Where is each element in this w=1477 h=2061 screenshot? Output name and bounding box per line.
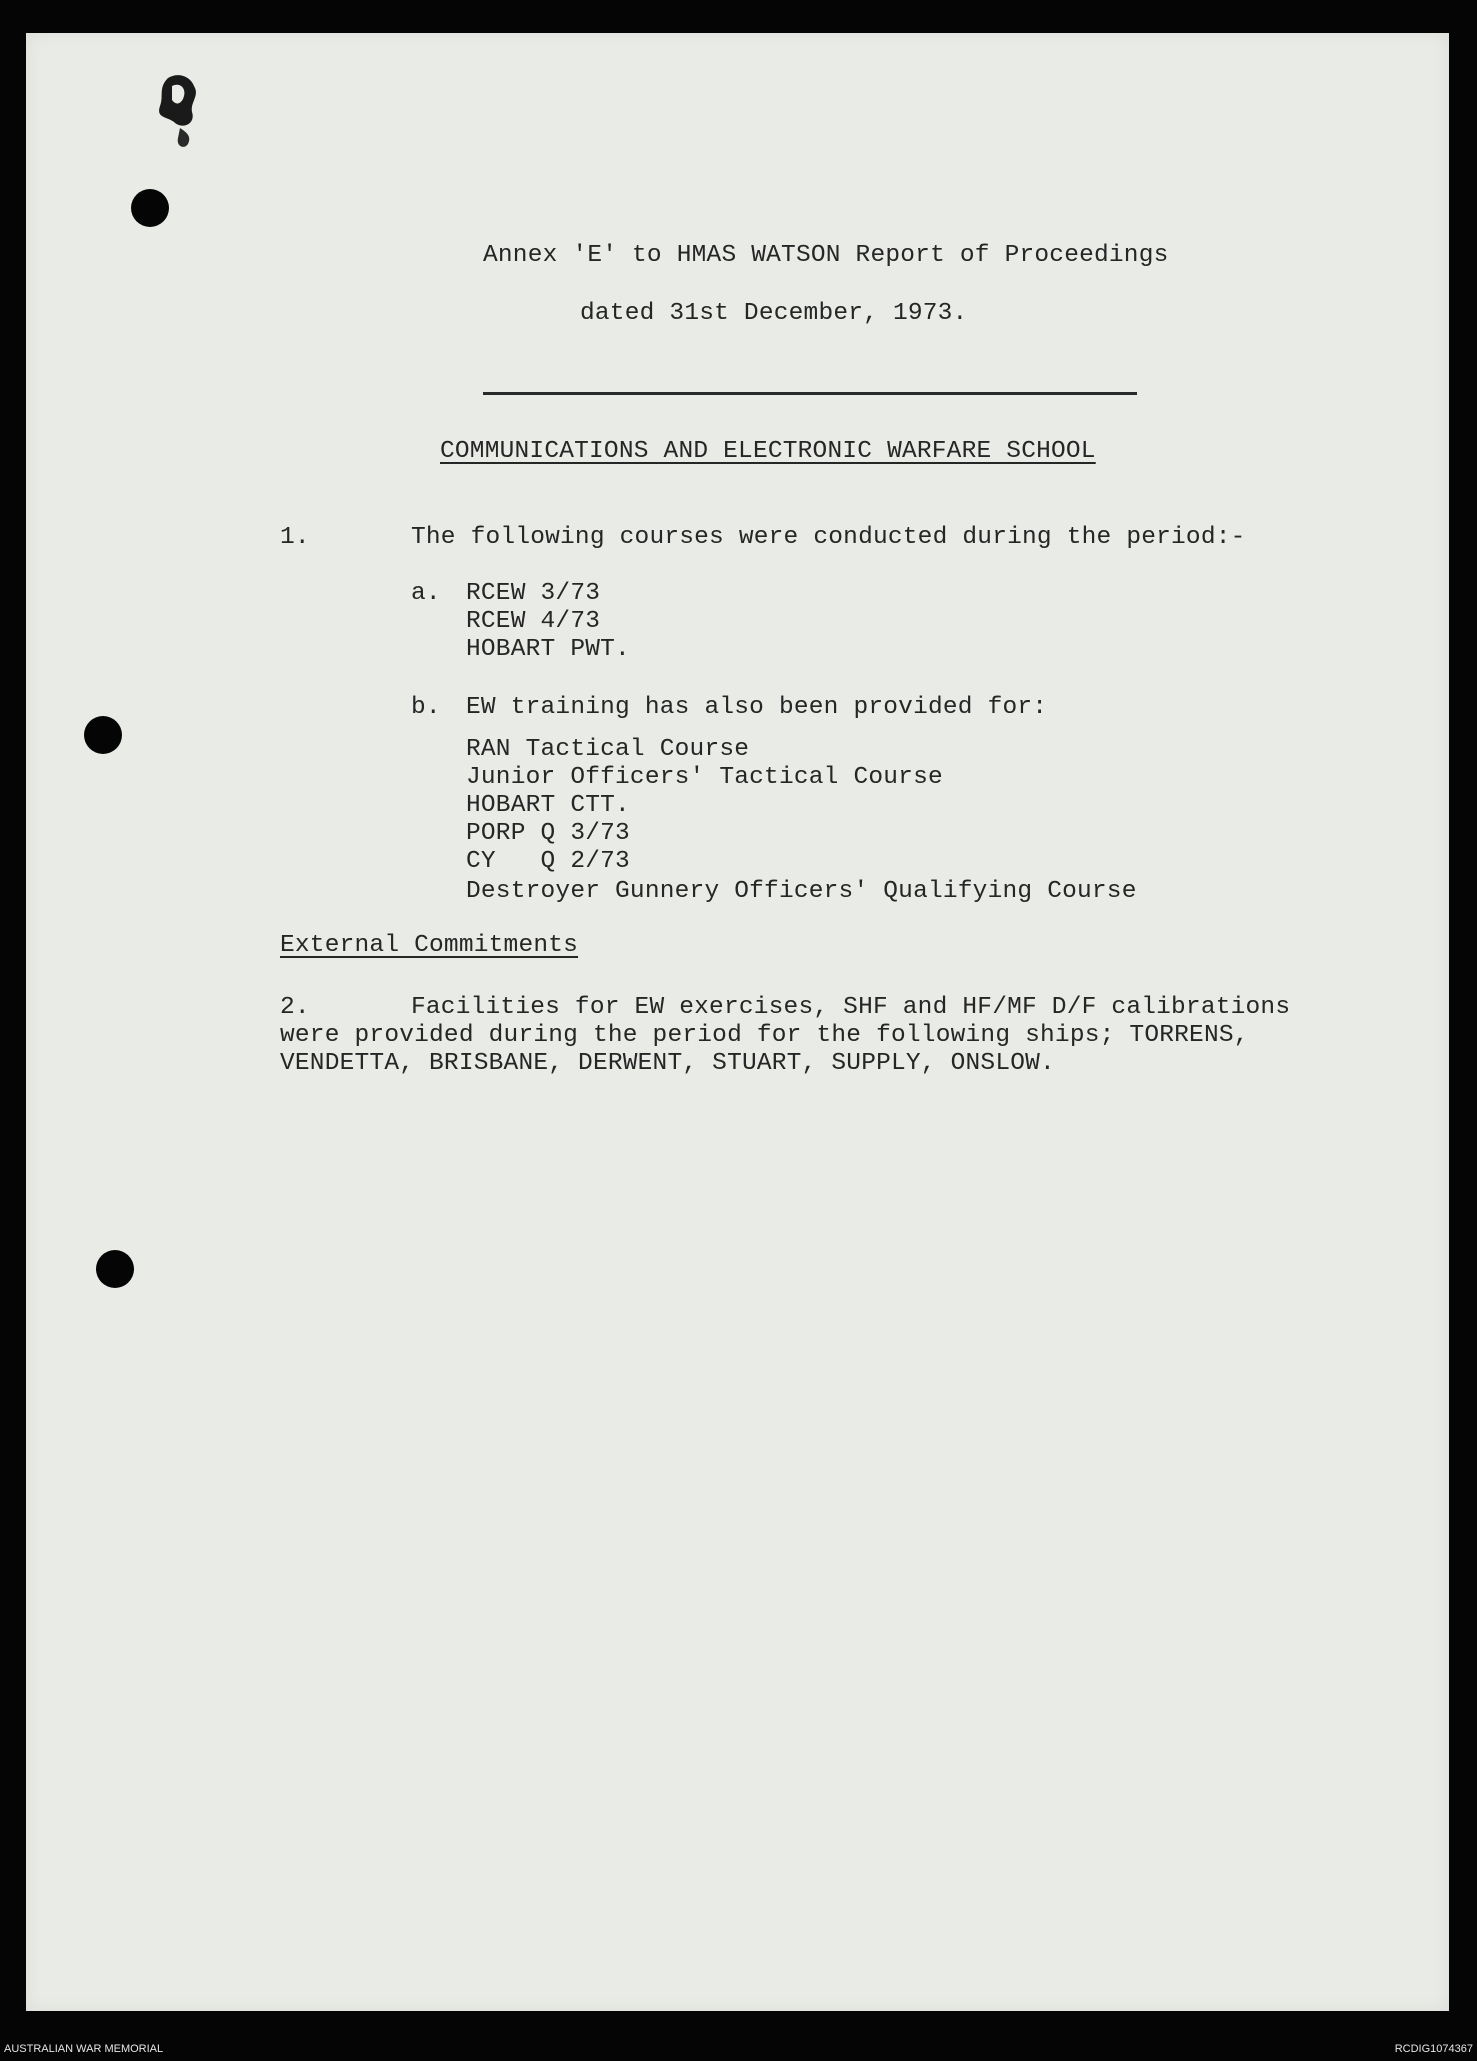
section-heading: COMMUNICATIONS AND ELECTRONIC WARFARE SCHOOL: [440, 438, 1096, 465]
footer-archive-name: AUSTRALIAN WAR MEMORIAL: [4, 2043, 164, 2055]
item-a-line: RCEW 3/73: [466, 580, 601, 607]
item-b-marker: b.: [411, 694, 441, 721]
item-b-line: CY Q 2/73: [466, 848, 630, 875]
item-a-marker: a.: [411, 580, 441, 607]
external-commitments-heading: External Commitments: [280, 932, 579, 959]
header-line-2: dated 31st December, 1973.: [580, 300, 968, 327]
header-divider-rule: [483, 392, 1137, 395]
punch-hole: [96, 1250, 134, 1288]
para-1-number: 1.: [280, 524, 310, 551]
footer-record-id: RCDIG1074367: [1394, 2043, 1473, 2055]
item-a-line: RCEW 4/73: [466, 608, 601, 635]
item-b-line: Destroyer Gunnery Officers' Qualifying Course: [466, 878, 1137, 905]
staple-tear-mark: [150, 70, 212, 152]
para-1-text: The following courses were conducted during the period:-: [411, 524, 1246, 551]
punch-hole: [84, 716, 122, 754]
para-2-line-3: VENDETTA, BRISBANE, DERWENT, STUART, SUPPLY, ONSLOW.: [280, 1050, 1055, 1077]
header-line-1: Annex 'E' to HMAS WATSON Report of Proceedings: [483, 242, 1169, 269]
item-b-line: Junior Officers' Tactical Course: [466, 764, 943, 791]
item-b-line: RAN Tactical Course: [466, 736, 750, 763]
para-2-line-1: Facilities for EW exercises, SHF and HF/MF D/F calibrations: [411, 994, 1291, 1021]
item-b-intro: EW training has also been provided for:: [466, 694, 1048, 721]
para-2-line-2: were provided during the period for the following ships; TORRENS,: [280, 1022, 1249, 1049]
punch-hole: [131, 189, 169, 227]
item-a-line: HOBART PWT.: [466, 636, 630, 663]
item-b-line: PORP Q 3/73: [466, 820, 630, 847]
item-b-line: HOBART CTT.: [466, 792, 630, 819]
para-2-number: 2.: [280, 994, 310, 1021]
